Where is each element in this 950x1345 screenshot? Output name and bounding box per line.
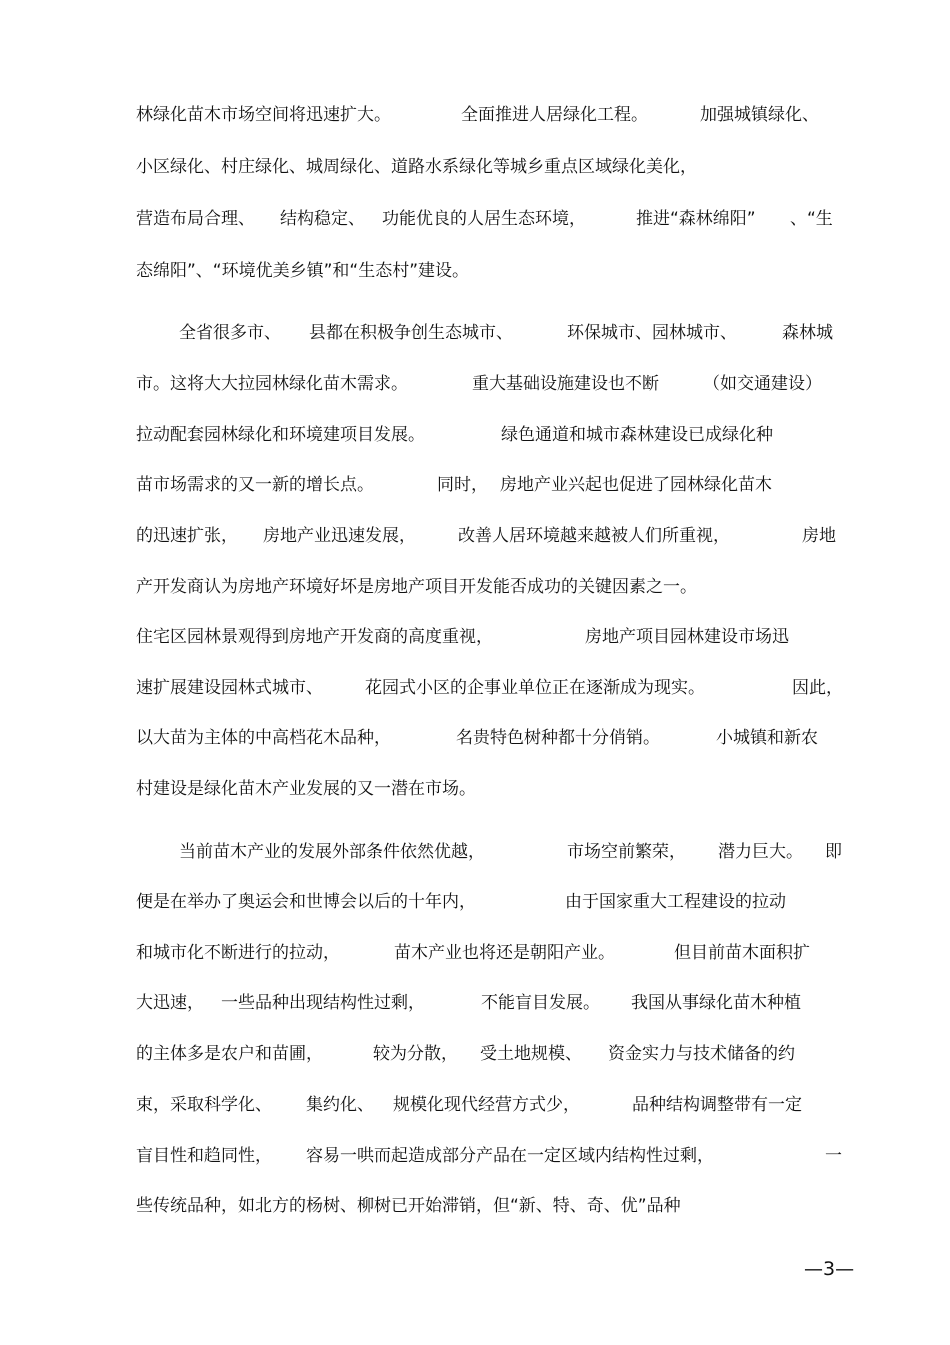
text-segment: 绿色通道和城市森林建设已成绿化种: [501, 425, 773, 445]
text-segment: 重大基础设施建设也不断: [472, 374, 659, 394]
text-segment: 潜力巨大。: [718, 842, 803, 862]
text-line: [0, 723, 950, 753]
text-segment: 但目前苗木面积扩: [674, 943, 810, 963]
text-line: [0, 318, 950, 348]
text-segment: 住宅区园林景观得到房地产开发商的高度重视，: [136, 627, 493, 647]
text-line: [0, 256, 950, 286]
text-segment: 的主体多是农户和苗圃，: [136, 1044, 323, 1064]
text-segment: （如交通建设）: [703, 374, 822, 394]
text-line: [0, 521, 950, 551]
text-line: [0, 100, 950, 130]
text-segment: 苗市场需求的又一新的增长点。: [136, 475, 374, 495]
text-segment: 规模化现代经营方式少，: [393, 1095, 580, 1115]
text-segment: 房地: [802, 526, 836, 546]
text-segment: 资金实力与技术储备的约: [608, 1044, 795, 1064]
text-line: [0, 470, 950, 500]
text-line: [0, 152, 950, 182]
text-line: [0, 369, 950, 399]
text-line: [0, 622, 950, 652]
text-segment: 容易一哄而起造成部分产品在一定区域内结构性过剩，: [306, 1146, 714, 1166]
text-line: [0, 673, 950, 703]
text-line: [0, 1090, 950, 1120]
text-segment: 和城市化不断进行的拉动，: [136, 943, 340, 963]
text-segment: 品种结构调整带有一定: [632, 1095, 802, 1115]
text-segment: 大迅速，: [136, 993, 204, 1013]
text-segment: 苗木产业也将还是朝阳产业。: [394, 943, 615, 963]
text-segment: 村建设是绿化苗木产业发展的又一潜在市场。: [136, 779, 476, 799]
text-segment: 束，采取科学化、: [136, 1095, 272, 1115]
text-segment: 一些品种出现结构性过剩，: [221, 993, 425, 1013]
text-segment: 不能盲目发展。: [481, 993, 600, 1013]
text-segment: 的迅速扩张，: [136, 526, 238, 546]
text-segment: 小城镇和新农: [716, 728, 818, 748]
text-segment: 受土地规模、: [480, 1044, 582, 1064]
text-segment: 林绿化苗木市场空间将迅速扩大。: [136, 105, 391, 125]
text-segment: 结构稳定、: [280, 209, 365, 229]
text-segment: 速扩展建设园林式城市、: [136, 678, 323, 698]
text-segment: 即: [825, 842, 842, 862]
text-segment: 市场空前繁荣，: [567, 842, 686, 862]
text-segment: 一: [825, 1146, 842, 1166]
text-segment: 名贵特色树种都十分俏销。: [456, 728, 660, 748]
text-segment: 市。这将大大拉园林绿化苗木需求。: [136, 374, 408, 394]
text-line: [0, 988, 950, 1018]
text-segment: 拉动配套园林绿化和环境建项目发展。: [136, 425, 425, 445]
text-segment: 较为分散，: [373, 1044, 458, 1064]
page-number: —3—: [804, 1258, 855, 1280]
text-segment: 加强城镇绿化、: [700, 105, 819, 125]
text-segment: 全省很多市、: [179, 323, 281, 343]
text-segment: 花园式小区的企事业单位正在逐渐成为现实。: [365, 678, 705, 698]
text-segment: 以大苗为主体的中高档花木品种，: [136, 728, 391, 748]
text-line: [0, 204, 950, 234]
text-segment: 盲目性和趋同性，: [136, 1146, 272, 1166]
text-segment: 同时，: [437, 475, 488, 495]
text-segment: 当前苗木产业的发展外部条件依然优越，: [179, 842, 485, 862]
text-segment: 房地产业兴起也促进了园林绿化苗木: [500, 475, 772, 495]
text-segment: 由于国家重大工程建设的拉动: [565, 892, 786, 912]
text-line: [0, 837, 950, 867]
text-segment: 房地产项目园林建设市场迅: [585, 627, 789, 647]
text-segment: 县都在积极争创生态城市、: [309, 323, 513, 343]
text-line: [0, 1141, 950, 1171]
text-segment: 产开发商认为房地产环境好坏是房地产项目开发能否成功的关键因素之一。: [136, 577, 697, 597]
text-segment: 态绵阳”、“环境优美乡镇”和“生态村”建设。: [136, 261, 470, 281]
text-line: [0, 420, 950, 450]
text-segment: 便是在举办了奥运会和世博会以后的十年内，: [136, 892, 476, 912]
text-line: [0, 887, 950, 917]
text-segment: 森林城: [782, 323, 833, 343]
text-segment: 营造布局合理、: [136, 209, 255, 229]
text-segment: 、“生: [790, 209, 833, 229]
text-segment: 我国从事绿化苗木种植: [631, 993, 801, 1013]
text-segment: 些传统品种，如北方的杨树、柳树已开始滞销，但“新、特、奇、优”品种: [136, 1196, 681, 1216]
text-segment: 环保城市、园林城市、: [567, 323, 737, 343]
text-segment: 全面推进人居绿化工程。: [461, 105, 648, 125]
text-line: [0, 572, 950, 602]
text-segment: 集约化、: [306, 1095, 374, 1115]
text-line: [0, 1039, 950, 1069]
text-line: [0, 938, 950, 968]
text-segment: 功能优良的人居生态环境，: [382, 209, 586, 229]
text-segment: 房地产业迅速发展，: [263, 526, 416, 546]
text-line: [0, 1191, 950, 1221]
text-segment: 因此，: [792, 678, 843, 698]
text-segment: 改善人居环境越来越被人们所重视，: [458, 526, 730, 546]
text-segment: 小区绿化、村庄绿化、城周绿化、道路水系绿化等城乡重点区域绿化美化，: [136, 157, 697, 177]
text-segment: 推进“森林绵阳”: [636, 209, 756, 229]
text-line: [0, 774, 950, 804]
